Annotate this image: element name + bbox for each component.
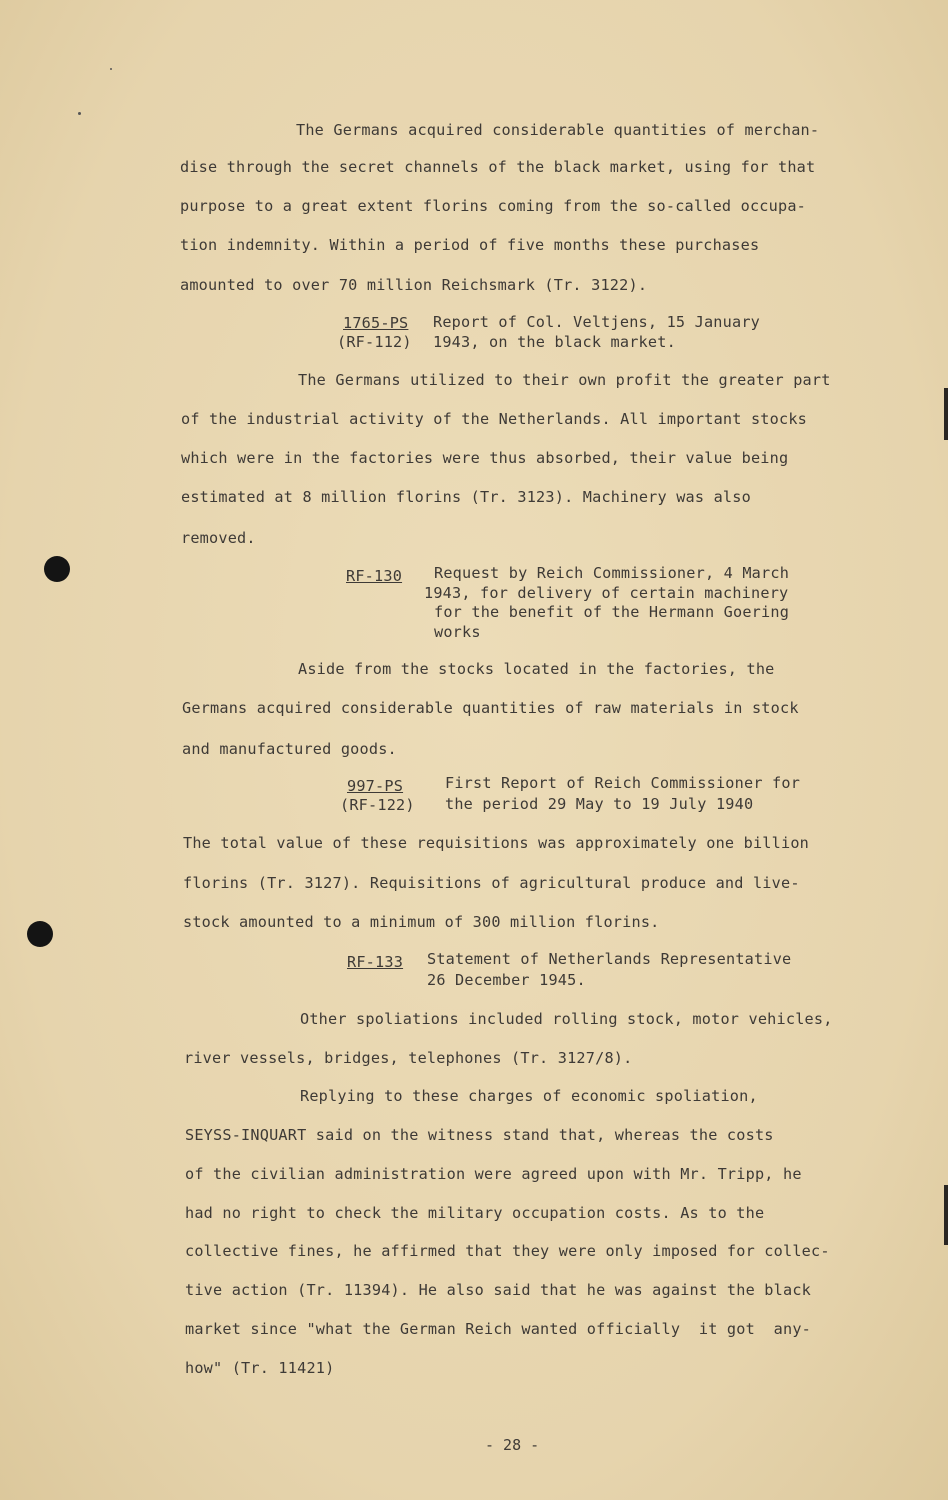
reference-description: 1943, for delivery of certain machinery xyxy=(424,584,789,602)
text-line: dise through the secret channels of the black market, using for that xyxy=(180,158,816,176)
reference-description: for the benefit of the Hermann Goering xyxy=(434,603,790,621)
reference-description: 1943, on the black market. xyxy=(433,333,676,351)
text-line: stock amounted to a minimum of 300 million florins. xyxy=(183,913,660,931)
reference-description: the period 29 May to 19 July 1940 xyxy=(445,795,754,813)
text-line: florins (Tr. 3127). Requisitions of agricultural produce and live- xyxy=(183,874,800,892)
text-line: Replying to these charges of economic spoliation, xyxy=(300,1087,758,1105)
reference-code-secondary: (RF-122) xyxy=(340,796,415,814)
page-number: - 28 - xyxy=(485,1436,540,1454)
reference-code: 997-PS xyxy=(347,777,404,795)
text-line: collective fines, he affirmed that they were only imposed for collec- xyxy=(185,1242,830,1260)
text-line: estimated at 8 million florins (Tr. 3123). Machinery was also xyxy=(181,488,751,506)
text-line: market since "what the German Reich wanted officially it got any- xyxy=(185,1320,812,1338)
text-line: of the industrial activity of the Netherlands. All important stocks xyxy=(181,410,808,428)
text-line: Aside from the stocks located in the factories, the xyxy=(298,660,775,678)
text-line: The Germans acquired considerable quantities of merchan- xyxy=(296,121,820,139)
punch-hole-bottom xyxy=(27,921,53,947)
page-edge-mark-bottom xyxy=(944,1185,948,1245)
text-line: Other spoliations included rolling stock, motor vehicles, xyxy=(300,1010,833,1028)
reference-description: Statement of Netherlands Representative xyxy=(427,950,792,968)
text-line: The Germans utilized to their own profit the greater part xyxy=(298,371,831,389)
text-line: SEYSS-INQUART said on the witness stand that, whereas the costs xyxy=(185,1126,774,1144)
text-line: tive action (Tr. 11394). He also said that he was against the black xyxy=(185,1281,812,1299)
text-line: had no right to check the military occupation costs. As to the xyxy=(185,1204,765,1222)
text-line: removed. xyxy=(181,529,256,547)
text-line: tion indemnity. Within a period of five months these purchases xyxy=(180,236,760,254)
reference-code-secondary: (RF-112) xyxy=(337,333,412,351)
text-line: river vessels, bridges, telephones (Tr. 3127/8). xyxy=(184,1049,633,1067)
text-line: Germans acquired considerable quantities of raw materials in stock xyxy=(182,699,799,717)
reference-description: Report of Col. Veltjens, 15 January xyxy=(433,313,761,331)
reference-description: 26 December 1945. xyxy=(427,971,586,989)
reference-description: works xyxy=(434,623,481,641)
paper-speck xyxy=(110,68,112,70)
paper-speck xyxy=(78,112,81,115)
page-edge-mark-top xyxy=(944,388,948,440)
punch-hole-top xyxy=(44,556,70,582)
reference-code: RF-130 xyxy=(346,567,403,585)
reference-description: First Report of Reich Commissioner for xyxy=(445,774,801,792)
text-line: how" (Tr. 11421) xyxy=(185,1359,335,1377)
reference-description: Request by Reich Commissioner, 4 March xyxy=(434,564,790,582)
text-line: amounted to over 70 million Reichsmark (Tr. 3122). xyxy=(180,276,648,294)
reference-code: 1765-PS xyxy=(343,314,409,332)
text-line: The total value of these requisitions was approximately one billion xyxy=(183,834,810,852)
reference-code: RF-133 xyxy=(347,953,404,971)
text-line: which were in the factories were thus absorbed, their value being xyxy=(181,449,789,467)
text-line: purpose to a great extent florins coming from the so-called occupa- xyxy=(180,197,807,215)
text-line: and manufactured goods. xyxy=(182,740,397,758)
text-line: of the civilian administration were agreed upon with Mr. Tripp, he xyxy=(185,1165,802,1183)
